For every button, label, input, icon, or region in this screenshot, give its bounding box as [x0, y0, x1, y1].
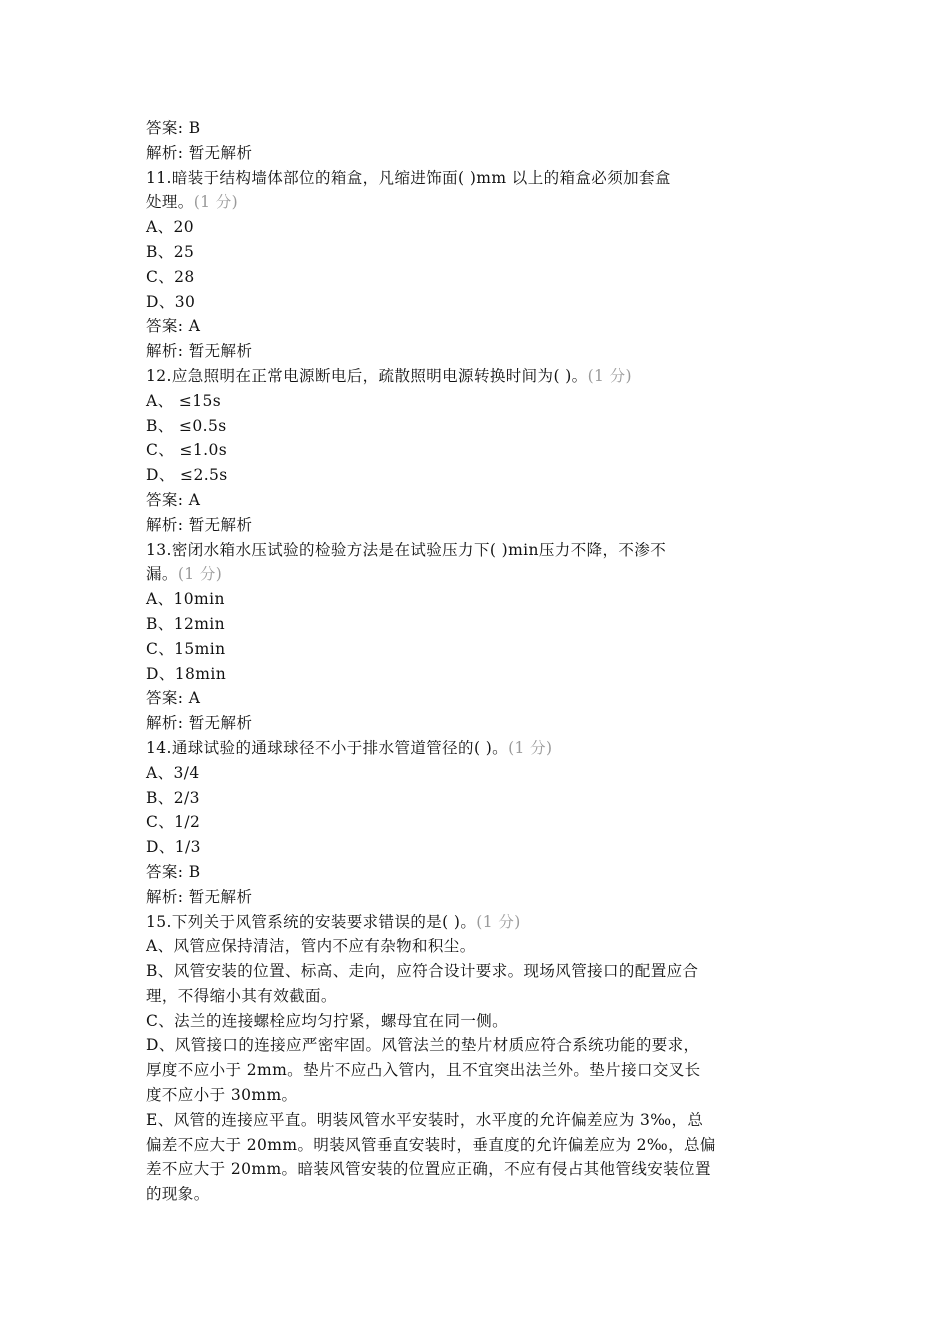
text-line	[146, 810, 826, 835]
text-line	[146, 1133, 826, 1158]
line-text: B、 ≤0.5s	[146, 416, 227, 435]
text-line	[146, 265, 826, 290]
text-line	[146, 835, 826, 860]
line-text: 处理。	[146, 193, 194, 212]
text-line	[146, 934, 826, 959]
line-text: C、 ≤1.0s	[146, 441, 228, 460]
text-line	[146, 587, 826, 612]
line-text: 偏差不应大于 20mm。明装风管垂直安装时，垂直度的允许偏差应为 2‰，总偏	[146, 1135, 716, 1154]
text-line	[146, 538, 826, 563]
line-text: 理，不得缩小其有效截面。	[146, 986, 337, 1005]
line-text: D、30	[146, 292, 196, 311]
line-text: D、18min	[146, 664, 227, 683]
line-text: 答案: A	[146, 490, 201, 509]
line-text: D、 ≤2.5s	[146, 466, 228, 485]
line-text: A、3/4	[146, 763, 200, 782]
text-line	[146, 1058, 826, 1083]
line-text: 答案: B	[146, 119, 201, 137]
line-text: 度不应小于 30mm。	[146, 1086, 298, 1105]
text-line	[146, 1108, 826, 1133]
line-text: 15.下列关于风管系统的安装要求错误的是( )。	[146, 912, 477, 931]
line-text: 11.暗装于结构墙体部位的箱盒，凡缩进饰面( )mm 以上的箱盒必须加套盒	[146, 168, 671, 187]
text-line	[146, 240, 826, 265]
line-text: E、风管的连接应平直。明装风管水平安装时，水平度的允许偏差应为 3‰，总	[146, 1110, 704, 1129]
text-line	[146, 463, 826, 488]
line-text: 的现象。	[146, 1185, 210, 1204]
line-text: B、25	[146, 242, 195, 261]
text-line	[146, 910, 826, 935]
text-line	[146, 1033, 826, 1058]
line-text: A、风管应保持清洁，管内不应有杂物和积尘。	[146, 937, 476, 956]
line-text: 13.密闭水箱水压试验的检验方法是在试验压力下( )min压力不降，不渗不	[146, 540, 667, 559]
text-line	[146, 786, 826, 811]
line-text: 差不应大于 20mm。暗装风管安装的位置应正确，不应有侵占其他管线安装位置	[146, 1160, 711, 1179]
line-text: A、 ≤15s	[146, 391, 222, 410]
line-text: 漏。	[146, 565, 178, 584]
line-text: 厚度不应小于 2mm。垫片不应凸入管内，且不宜突出法兰外。垫片接口交叉长	[146, 1061, 701, 1080]
line-text: D、1/3	[146, 838, 201, 857]
text-line	[146, 1083, 826, 1108]
score-label: (1 分)	[476, 912, 521, 931]
text-line	[146, 637, 826, 662]
text-line	[146, 612, 826, 637]
line-text: C、28	[146, 267, 195, 286]
line-text: B、风管安装的位置、标高、走向，应符合设计要求。现场风管接口的配置应合	[146, 962, 699, 981]
line-text: 解析: 暂无解析	[146, 342, 253, 361]
line-text: C、15min	[146, 639, 226, 658]
line-text: A、10min	[146, 590, 225, 609]
text-line	[146, 562, 826, 587]
score-label: (1 分)	[177, 565, 223, 584]
document-body	[146, 116, 826, 1207]
text-line	[146, 116, 826, 141]
line-text: 14.通球试验的通球球径不小于排水管道管径的( )。	[146, 738, 509, 757]
score-label: (1 分)	[193, 193, 239, 212]
line-text: D、风管接口的连接应严密牢固。风管法兰的垫片材质应符合系统功能的要求，	[146, 1036, 700, 1055]
text-line	[146, 339, 826, 364]
line-text: B、12min	[146, 614, 226, 633]
text-line	[146, 711, 826, 736]
line-text: 答案: A	[146, 689, 201, 708]
text-line	[146, 736, 826, 761]
text-line	[146, 314, 826, 339]
line-text: 解析: 暂无解析	[146, 143, 253, 162]
text-line	[146, 761, 826, 786]
line-text: 答案: A	[146, 317, 201, 336]
line-text: C、法兰的连接螺栓应均匀拧紧，螺母宜在同一侧。	[146, 1011, 509, 1030]
text-line	[146, 488, 826, 513]
text-line	[146, 662, 826, 687]
text-line	[146, 364, 826, 389]
text-line	[146, 1182, 826, 1207]
text-line	[146, 1157, 826, 1182]
score-label: (1 分)	[508, 738, 553, 757]
line-text: 12.应急照明在正常电源断电后，疏散照明电源转换时间为( )。	[146, 366, 588, 385]
text-line	[146, 389, 826, 414]
text-line	[146, 860, 826, 885]
text-line	[146, 984, 826, 1009]
text-line	[146, 141, 826, 166]
line-text: 解析: 暂无解析	[146, 714, 253, 733]
text-line	[146, 414, 826, 439]
line-text: 解析: 暂无解析	[146, 515, 253, 534]
text-line	[146, 290, 826, 315]
line-text: B、2/3	[146, 788, 200, 807]
text-line	[146, 513, 826, 538]
text-line	[146, 959, 826, 984]
score-label: (1 分)	[587, 366, 632, 385]
text-line	[146, 686, 826, 711]
text-line	[146, 190, 826, 215]
line-text: C、1/2	[146, 813, 201, 832]
text-line	[146, 438, 826, 463]
text-line	[146, 1009, 826, 1034]
text-line	[146, 885, 826, 910]
line-text: 答案: B	[146, 862, 201, 881]
line-text: A、20	[146, 218, 195, 237]
text-line	[146, 166, 826, 191]
text-line	[146, 215, 826, 240]
line-text: 解析: 暂无解析	[146, 887, 253, 906]
